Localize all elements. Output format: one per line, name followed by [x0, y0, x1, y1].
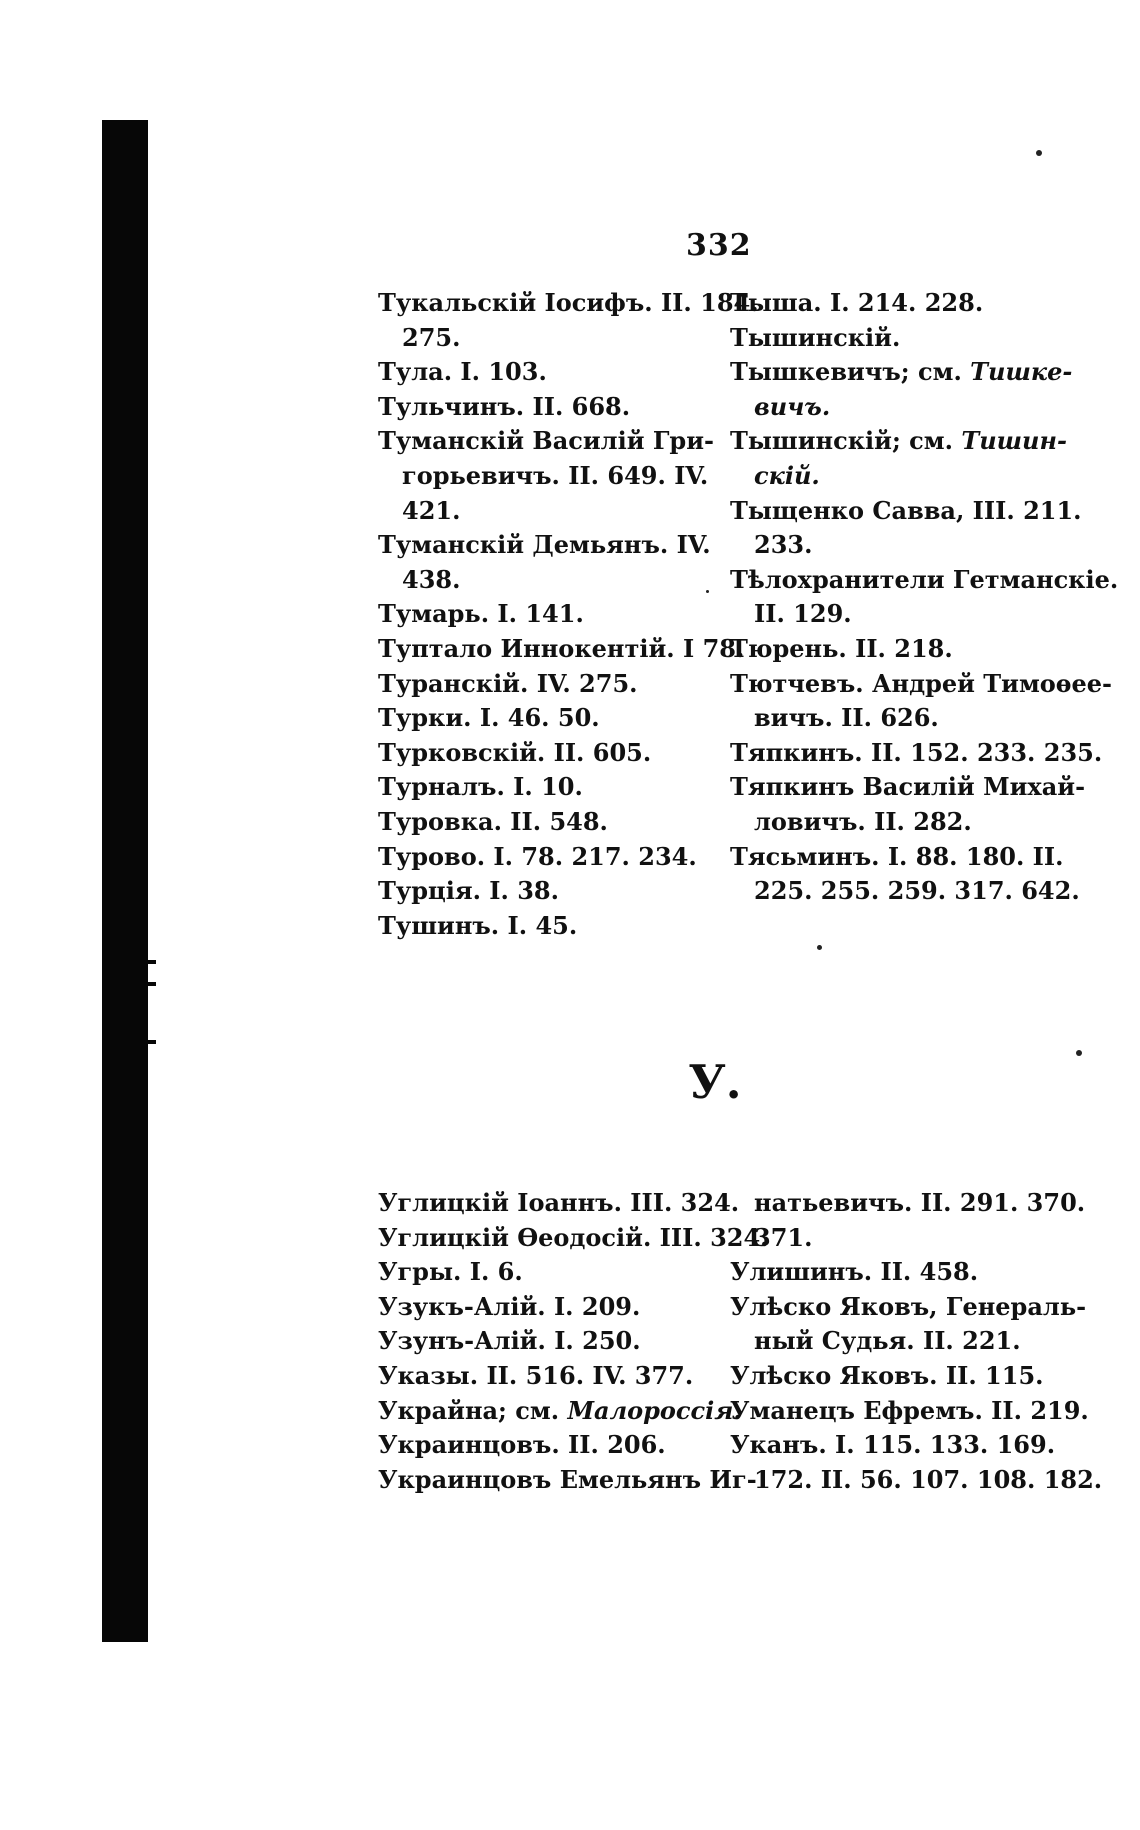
index-entry-line: [730, 1221, 1070, 1256]
index-entry-text: Тумарь. I. 141.: [378, 599, 584, 629]
index-cross-reference: Малороссія.: [567, 1395, 742, 1425]
index-entry-text: горьевичъ. II. 649. IV.: [402, 460, 709, 490]
index-entry-text: Тула. I. 103.: [378, 357, 547, 387]
ink-speck: [817, 945, 822, 950]
index-entry-text: ловичъ. II. 282.: [754, 806, 972, 836]
index-entry-text: ный Судья. II. 221.: [754, 1326, 1021, 1356]
index-entry-line: [730, 874, 1080, 909]
index-entry-line: [378, 1221, 769, 1256]
index-entry-text: Тяпкинъ Василій Михай-: [730, 772, 1086, 802]
index-entry-text: Тютчевъ. Андрей Тимоѳее-: [730, 668, 1112, 698]
index-entry-line: [730, 494, 1082, 529]
index-entry-text: 225. 255. 259. 317. 642.: [754, 876, 1080, 906]
index-entry-line: [378, 667, 708, 702]
index-entry-line: [730, 1290, 1087, 1325]
index-entry-text: Туманскій Василій Гри-: [378, 426, 714, 456]
index-entry-text: Узукъ-Алій. I. 209.: [378, 1291, 641, 1321]
index-entry-text: Турналъ. I. 10.: [378, 772, 583, 802]
index-entry-line: [730, 1255, 1070, 1290]
index-entry-text: Узунъ-Алій. I. 250.: [378, 1326, 641, 1356]
index-entry-line: [730, 667, 1112, 702]
index-entry-line: [378, 355, 708, 390]
index-entry-line: [730, 390, 1070, 425]
index-entry-line: [378, 459, 708, 494]
index-entry-text: II. 129.: [754, 599, 852, 629]
index-entry-text: Углицкій Іоаннъ. III. 324.: [378, 1188, 740, 1217]
index-entry-line: [378, 632, 745, 667]
index-entry-text: Углицкій Ѳеодосій. III. 324.: [378, 1222, 769, 1252]
index-entry-text: Тышкевичъ; см.: [730, 357, 971, 387]
index-entry-line: [730, 840, 1070, 875]
index-entry-text: Турово. I. 78. 217. 234.: [378, 841, 697, 871]
index-entry-line: [730, 1186, 1086, 1221]
index-entry-text: Туровка. II. 548.: [378, 806, 608, 836]
index-entry-line: [730, 632, 1070, 667]
section-heading-u: У.: [688, 1055, 742, 1109]
index-cross-reference: Тишке-: [970, 357, 1073, 387]
index-entry-line: [378, 805, 708, 840]
index-entry-line: [730, 701, 1070, 736]
index-entry-line: [378, 1324, 708, 1359]
index-entry-line: [378, 770, 708, 805]
index-entry-text: Тюрень. II. 218.: [730, 633, 953, 663]
index-entry-text: Улишинъ. II. 458.: [730, 1257, 979, 1287]
index-cross-reference: Тишин-: [961, 426, 1067, 456]
index-entry-text: 421.: [402, 495, 461, 525]
index-entry-line: [378, 1186, 740, 1221]
index-entry-line: [730, 1428, 1070, 1463]
index-entry-line: [378, 1290, 708, 1325]
index-entry-line: [378, 597, 708, 632]
index-entry-line: [378, 321, 708, 356]
spine-notch: [146, 1040, 156, 1044]
index-entry-text: Турція. I. 38.: [378, 876, 559, 906]
ink-speck: [1076, 1050, 1082, 1056]
index-entry-text: Угры. I. 6.: [378, 1257, 523, 1287]
index-column-t-right: [730, 286, 1119, 909]
index-column-u-right: [730, 1186, 1103, 1497]
index-entry-text: Турковскій. II. 605.: [378, 737, 652, 767]
index-entry-text: Туманскій Демьянъ. IV.: [378, 530, 711, 560]
index-entry-text: Украинцовъ Емельянъ Иг-: [378, 1464, 757, 1494]
index-entry-line: [730, 736, 1103, 771]
index-entry-text: 371.: [754, 1222, 813, 1252]
index-entry-text: Тѣлохранители Гетманскіе.: [730, 564, 1119, 594]
index-entry-text: Тясьминъ. I. 88. 180. II.: [730, 841, 1064, 871]
index-entry-line: [378, 1394, 742, 1429]
index-entry-line: [730, 805, 1070, 840]
index-entry-line: [378, 494, 708, 529]
index-column-u-left: [378, 1186, 769, 1497]
index-entry-line: [378, 1359, 708, 1394]
index-entry-line: [378, 701, 708, 736]
index-entry-line: [730, 528, 1070, 563]
index-cross-reference: скій.: [754, 460, 820, 490]
index-column-t-left: [378, 286, 759, 943]
index-entry-text: Украинцовъ. II. 206.: [378, 1430, 666, 1460]
index-entry-line: [730, 597, 1070, 632]
index-entry-line: [730, 286, 1070, 321]
index-entry-line: [378, 286, 759, 321]
spine-notch: [146, 960, 156, 964]
index-entry-text: 233.: [754, 530, 813, 560]
index-entry-line: [378, 1255, 708, 1290]
index-entry-line: [378, 874, 708, 909]
index-entry-line: [730, 1324, 1070, 1359]
spine-notch: [146, 982, 156, 986]
index-entry-text: 438.: [402, 564, 461, 594]
index-entry-line: [378, 390, 708, 425]
index-entry-line: [730, 459, 1070, 494]
index-entry-line: [378, 424, 714, 459]
index-entry-line: [378, 563, 708, 598]
index-entry-line: [378, 1428, 708, 1463]
book-spine-shadow: [102, 120, 148, 1642]
index-entry-text: Тульчинъ. II. 668.: [378, 391, 631, 421]
index-entry-text: 172. II. 56. 107. 108. 182.: [754, 1464, 1103, 1494]
index-entry-line: [730, 1463, 1103, 1498]
index-entry-line: [378, 909, 708, 944]
index-entry-line: [730, 1394, 1089, 1429]
index-entry-line: [378, 528, 711, 563]
index-entry-line: [730, 321, 1070, 356]
index-entry-line: [378, 1463, 757, 1498]
page-number: 332: [686, 228, 752, 263]
index-entry-text: 275.: [402, 322, 461, 352]
index-entry-text: вичъ. II. 626.: [754, 703, 939, 733]
index-entry-text: Тышинскій; см.: [730, 426, 962, 456]
index-entry-text: Турки. I. 46. 50.: [378, 703, 600, 733]
index-entry-line: [730, 1359, 1070, 1394]
index-entry-text: Тыша. I. 214. 228.: [730, 288, 984, 317]
index-entry-text: Туранскій. IV. 275.: [378, 668, 638, 698]
index-entry-text: Тышинскій.: [730, 322, 901, 352]
index-entry-text: Тяпкинъ. II. 152. 233. 235.: [730, 737, 1103, 767]
index-entry-text: Тушинъ. I. 45.: [378, 910, 578, 940]
index-entry-line: [730, 355, 1073, 390]
index-entry-text: Тукальскій Іосифъ. II. 184.: [378, 288, 759, 317]
index-entry-line: [378, 736, 708, 771]
index-entry-text: Украйна; см.: [378, 1395, 568, 1425]
index-entry-text: натьевичъ. II. 291. 370.: [754, 1188, 1086, 1217]
index-entry-line: [378, 840, 708, 875]
ink-speck: [1036, 150, 1042, 156]
index-entry-line: [730, 424, 1070, 459]
index-entry-text: Улѣско Яковъ, Генераль-: [730, 1291, 1087, 1321]
index-entry-text: Туптало Иннокентій. I 78.: [378, 633, 745, 663]
index-entry-line: [730, 563, 1119, 598]
index-entry-text: Тыщенко Савва, III. 211.: [730, 495, 1082, 525]
index-entry-text: Уманецъ Ефремъ. II. 219.: [730, 1395, 1089, 1425]
index-entry-text: Указы. II. 516. IV. 377.: [378, 1360, 694, 1390]
index-entry-line: [730, 770, 1086, 805]
index-entry-text: Улѣско Яковъ. II. 115.: [730, 1360, 1044, 1390]
index-cross-reference: вичъ.: [754, 391, 831, 421]
index-entry-text: Уканъ. I. 115. 133. 169.: [730, 1430, 1056, 1460]
